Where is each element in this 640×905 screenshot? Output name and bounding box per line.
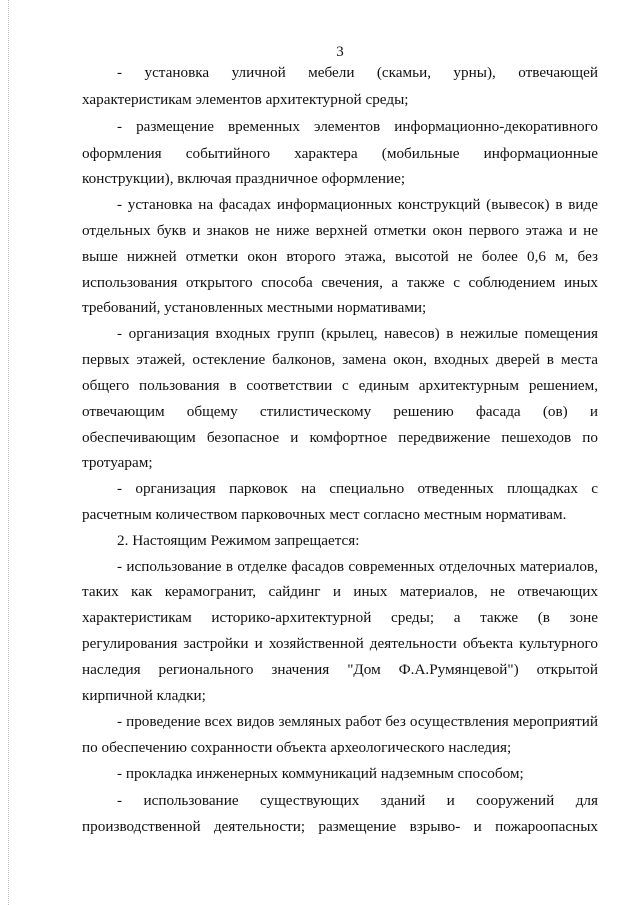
text-line: характеристикам историко-архитектурной среды; а также (в зоне [82,609,598,626]
text-line: - установка уличной мебели (скамьи, урны), отвечающей [117,64,598,81]
text-line: тротуарам; [82,454,153,471]
text-line: - использование существующих зданий и сооружений для [117,792,598,809]
text-line: - использование в отделке фасадов современных отделочных материалов, [117,558,598,575]
section-heading: 2. Настоящим Режимом запрещается: [117,532,360,549]
text-line: наследия регионального значения "Дом Ф.А.Румянцевой") открытой [82,661,598,678]
text-line: обеспечивающим безопасное и комфортное передвижение пешеходов по [82,429,598,446]
text-line: - организация входных групп (крылец, навесов) в нежилые помещения [117,325,598,342]
text-line: - размещение временных элементов информационно-декоративного [117,118,598,135]
text-line: первых этажей, остекление балконов, замена окон, входных дверей в места [82,351,598,368]
text-line: оформления событийного характера (мобильные информационные [82,145,598,162]
text-line: - установка на фасадах информационных конструкций (вывесок) в виде [117,196,598,213]
text-line: характеристикам элементов архитектурной среды; [82,91,409,108]
text-line: конструкции), включая праздничное оформление; [82,170,406,187]
text-line: регулирования застройки и хозяйственной деятельности объекта культурного [82,635,598,652]
text-line: производственной деятельности; размещение взрыво- и пожароопасных [82,818,598,835]
text-line: по обеспечению сохранности объекта археологического наследия; [82,739,512,756]
text-line: таких как керамогранит, сайдинг и иных материалов, не отвечающих [82,583,598,600]
scan-edge-mark [8,0,9,905]
text-line: требований, установленных местными нормативами; [82,299,427,316]
text-line: выше нижней отметки окон второго этажа, высотой не более 0,6 м, без [82,248,598,265]
text-line: отвечающим общему стилистическому решению фасада (ов) и [82,403,598,420]
page-number: 3 [336,44,344,60]
text-line: отдельных букв и знаков не ниже верхней отметки окон первого этажа и не [82,222,598,239]
text-line: использования открытого способа свечения, а также с соблюдением иных [82,274,598,291]
text-line: - прокладка инженерных коммуникаций надземным способом; [117,765,524,782]
text-line: - организация парковок на специально отведенных площадках с [117,480,598,497]
text-line: расчетным количеством парковочных мест согласно местным нормативам. [82,506,567,523]
text-line: кирпичной кладки; [82,687,206,704]
text-line: общего пользования в соответствии с единым архитектурным решением, [82,377,598,394]
text-line: - проведение всех видов земляных работ без осуществления мероприятий [117,713,598,730]
